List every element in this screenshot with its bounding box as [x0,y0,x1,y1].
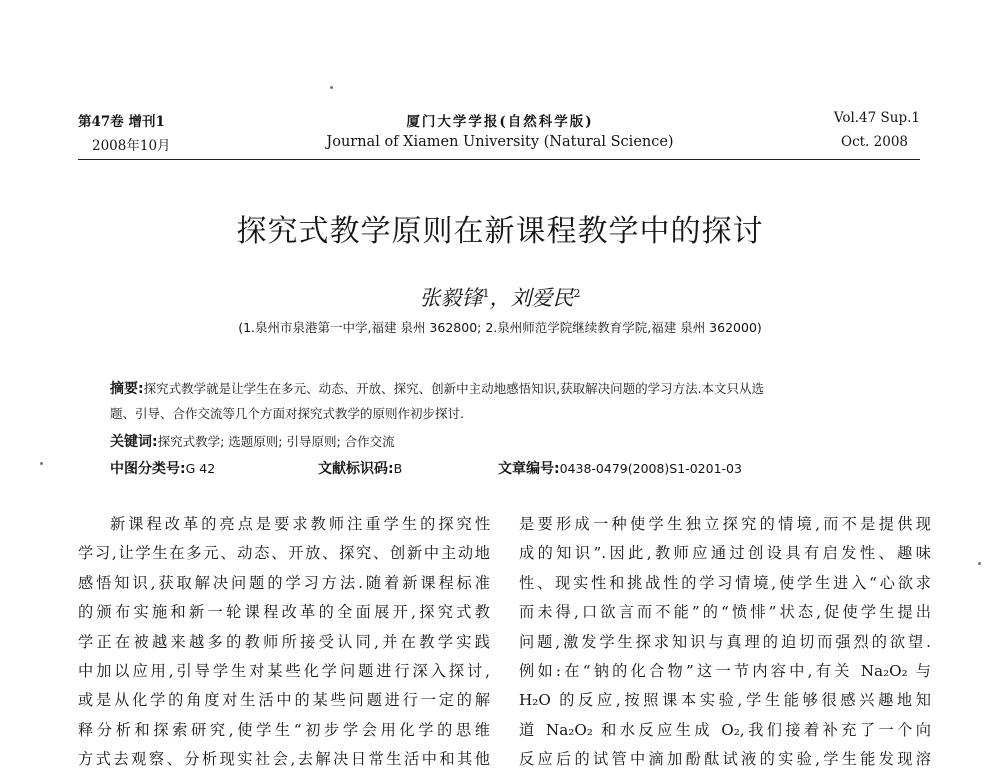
article-number [498,458,742,478]
body-left-line: 学习,让学生在多元、动态、开放、探究、创新中主动地 [78,544,490,563]
body-left-line: 释分析和探索研究,使学生“初步学会用化学的思维 [78,720,490,739]
header-rule [78,159,920,160]
body-right-line: 而未得,口欲言而不能”的“愤悱”状态,促使学生提出 [519,603,931,622]
document-code-label: 文献标识码: [318,461,394,477]
date-cn: 2008年10月 [92,138,171,154]
author-2: 刘爱民 [510,286,574,310]
article-title: 探究式教学原则在新课程教学中的探讨 [236,214,764,249]
author-1-affil-mark: 1 [482,287,490,300]
journal-name-cn: 厦门大学学报(自然科学版) [406,114,594,130]
body-right-line: 道 Na₂O₂ 和水反应生成 O₂,我们接着补充了一个向 [519,720,931,739]
article-number-value: 0438-0479(2008)S1-0201-03 [559,461,742,476]
body-right-line: H₂O 的反应,按照课本实验,学生能够很感兴趣地知 [519,691,931,710]
author-line [0,282,1000,312]
clc-value: G 42 [185,461,216,476]
keywords-text: 探究式教学; 选题原则; 引导原则; 合作交流 [157,434,395,449]
body-right-line: 是要形成一种使学生独立探究的情境,而不是提供现 [519,515,931,533]
body-left-line: 或是从化学的角度对生活中的某些问题进行一定的解 [78,691,490,710]
document-code [318,458,402,478]
volume-issue-cn: 第47卷 增刊1 [78,114,165,130]
body-right-line: 问题,激发学生探求知识与真理的迫切而强烈的欲望. [519,632,931,651]
affiliations: (1.泉州市泉港第一中学,福建 泉州 362800; 2.泉州师范学院继续教育学院,福建 泉州 362000) [238,320,762,335]
author-2-affil-mark: 2 [573,287,581,300]
article-number-label: 文章编号: [498,461,560,477]
scan-speck [978,562,981,565]
keywords-line [110,431,395,451]
keywords-label: 关键词: [110,434,158,450]
body-left-line: 方式去观察、分析现实社会,去解决日常生活中和其他 [78,750,490,769]
author-1: 张毅锋 [419,286,483,310]
clc-label: 中图分类号: [110,461,186,477]
volume-issue-en: Vol.47 Sup.1 [833,110,920,126]
abstract-label: 摘要: [110,381,144,397]
body-right-line: 反应后的试管中滴加酚酞试液的实验,学生能发现溶 [519,750,931,769]
abstract-text-1: 探究式教学就是让学生在多元、动态、开放、探究、创新中主动地感悟知识,获取解决问题的学习方法.本文只从选 [143,381,765,396]
body-left-line: 中加以应用,引导学生对某些化学问题进行深入探讨, [78,661,490,680]
body-left-line: 学正在被越来越多的教师所接受认同,并在教学实践 [78,632,490,651]
body-left-line: 新课程改革的亮点是要求教师注重学生的探究性 [110,515,490,533]
body-left-line: 的颁布实施和新一轮课程改革的全面展开,探究式教 [78,603,490,622]
scan-speck [330,86,333,89]
date-en: Oct. 2008 [841,134,908,150]
abstract-line-2: 题、引导、合作交流等几个方面对探究式教学的原则作初步探讨. [110,406,464,421]
clc-number [110,458,215,478]
journal-name-en: Journal of Xiamen University (Natural Science) [326,134,674,150]
author-separator: ， [489,286,511,310]
body-column-right [519,510,931,775]
body-right-line: 例如:在“钠的化合物”这一节内容中,有关 Na₂O₂ 与 [519,661,931,680]
abstract-line-1 [110,378,764,398]
body-right-line: 成的知识”.因此,教师应通过创设具有启发性、趣味 [519,544,931,563]
scan-speck [40,462,43,465]
body-left-line: 感悟知识,获取解决问题的学习方法.随着新课程标准 [78,573,490,592]
body-column-left [78,510,490,775]
body-right-line: 性、现实性和挑战性的学习情境,使学生进入“心欲求 [519,573,931,592]
document-code-value: B [393,461,403,476]
